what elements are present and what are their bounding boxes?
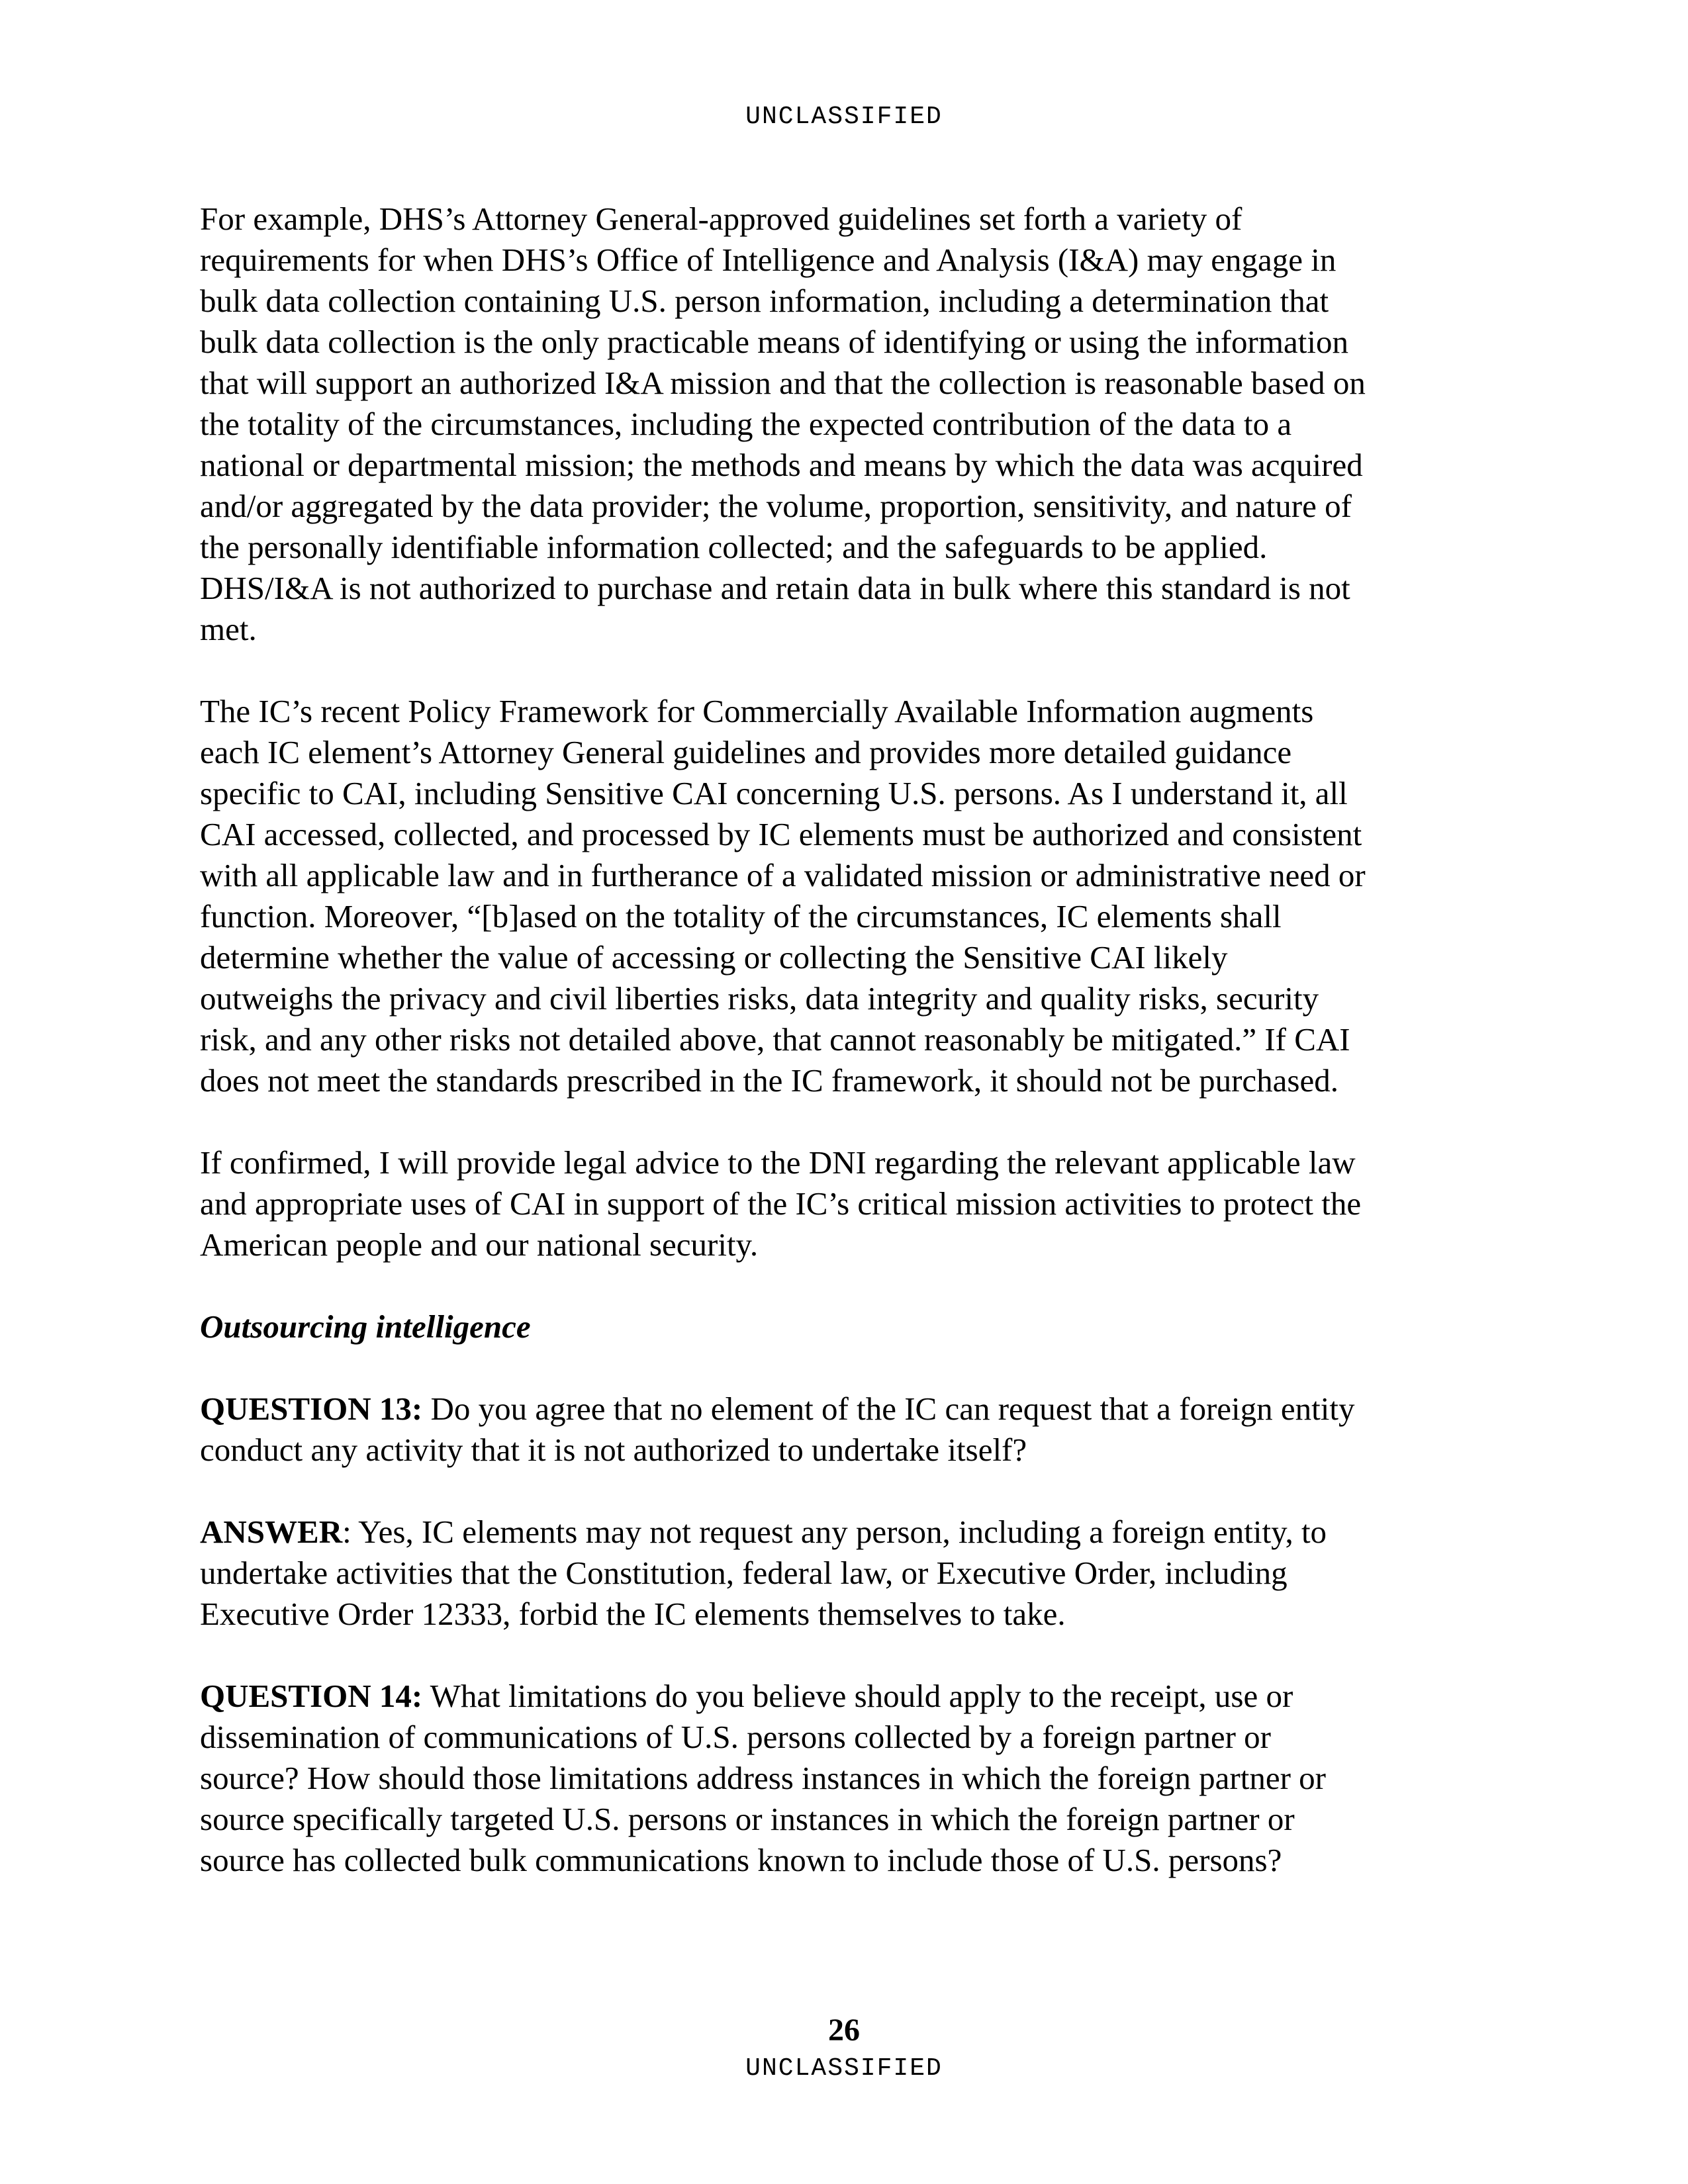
text-line: function. Moreover, “[b]ased on the totality of the circumstances, IC elements shall — [200, 898, 1282, 934]
text-line: If confirmed, I will provide legal advice to the DNI regarding the relevant applicable law — [200, 1144, 1356, 1181]
paragraph-gap — [200, 1265, 1524, 1306]
text-line: risk, and any other risks not detailed above, that cannot reasonably be mitigated.” If CAI — [200, 1021, 1350, 1058]
answer-label: ANSWER — [200, 1514, 343, 1550]
page-number: 26 — [828, 2013, 860, 2048]
answer-line: undertake activities that the Constitution, federal law, or Executive Order, including — [200, 1555, 1288, 1591]
text-line: national or departmental mission; the methods and means by which the data was acquired — [200, 447, 1363, 483]
text-line: does not meet the standards prescribed in the IC framework, it should not be purchased. — [200, 1062, 1338, 1099]
text-line: with all applicable law and in furtherance of a validated mission or administrative need or — [200, 857, 1366, 893]
text-line: and appropriate uses of CAI in support of the IC’s critical mission activities to protect the — [200, 1185, 1362, 1222]
section-heading-block — [200, 1306, 1524, 1347]
text-line: determine whether the value of accessing or collecting the Sensitive CAI likely — [200, 939, 1228, 976]
text-line: CAI accessed, collected, and processed by IC elements must be authorized and consistent — [200, 816, 1362, 852]
answer-13 — [200, 1512, 1524, 1635]
text-line: specific to CAI, including Sensitive CAI concerning U.S. persons. As I understand it, all — [200, 775, 1348, 811]
question-13 — [200, 1388, 1524, 1471]
text-line: bulk data collection containing U.S. person information, including a determination that — [200, 283, 1329, 319]
text-line: outweighs the privacy and civil liberties risks, data integrity and quality risks, security — [200, 980, 1319, 1017]
classification-footer: UNCLASSIFIED — [745, 2054, 943, 2083]
paragraph-gap — [200, 1471, 1524, 1512]
paragraph-legal-advice — [200, 1142, 1524, 1265]
text-line: and/or aggregated by the data provider; the volume, proportion, sensitivity, and nature of — [200, 488, 1352, 524]
question-text: Do you agree that no element of the IC can request that a foreign entity — [422, 1390, 1355, 1427]
paragraph-ic-framework — [200, 691, 1524, 1101]
answer-line — [200, 1512, 1524, 1553]
question-line — [200, 1388, 1524, 1430]
question-line: conduct any activity that it is not authorized to undertake itself? — [200, 1432, 1027, 1468]
paragraph-gap — [200, 1635, 1524, 1676]
text-line: The IC’s recent Policy Framework for Commercially Available Information augments — [200, 693, 1314, 729]
question-line: source? How should those limitations address instances in which the foreign partner or — [200, 1760, 1326, 1796]
document-body — [200, 199, 1524, 1881]
question-line: dissemination of communications of U.S. persons collected by a foreign partner or — [200, 1719, 1271, 1755]
question-label: QUESTION 13: — [200, 1390, 423, 1427]
answer-text: : Yes, IC elements may not request any person, including a foreign entity, to — [342, 1514, 1327, 1550]
paragraph-gap — [200, 650, 1524, 691]
question-line: source has collected bulk communications known to include those of U.S. persons? — [200, 1842, 1282, 1878]
paragraph-gap — [200, 1101, 1524, 1142]
question-line — [200, 1676, 1524, 1717]
text-line: that will support an authorized I&A mission and that the collection is reasonable based on — [200, 365, 1366, 401]
text-line: For example, DHS’s Attorney General-approved guidelines set forth a variety of — [200, 201, 1243, 237]
text-line: American people and our national security. — [200, 1226, 759, 1263]
text-line: each IC element’s Attorney General guidelines and provides more detailed guidance — [200, 734, 1292, 770]
answer-line: Executive Order 12333, forbid the IC elements themselves to take. — [200, 1596, 1066, 1632]
text-line: bulk data collection is the only practicable means of identifying or using the information — [200, 324, 1348, 360]
question-14 — [200, 1676, 1524, 1881]
text-line: DHS/I&A is not authorized to purchase and retain data in bulk where this standard is not — [200, 570, 1350, 606]
question-line: source specifically targeted U.S. persons or instances in which the foreign partner or — [200, 1801, 1295, 1837]
paragraph-dhs-guidelines — [200, 199, 1524, 650]
paragraph-gap — [200, 1347, 1524, 1388]
question-text: What limitations do you believe should apply to the receipt, use or — [422, 1678, 1293, 1714]
classification-header: UNCLASSIFIED — [745, 103, 943, 131]
text-line: the personally identifiable information collected; and the safeguards to be applied. — [200, 529, 1268, 565]
question-label: QUESTION 14: — [200, 1678, 423, 1714]
text-line: the totality of the circumstances, including the expected contribution of the data to a — [200, 406, 1292, 442]
text-line: met. — [200, 611, 257, 647]
section-heading: Outsourcing intelligence — [200, 1308, 531, 1345]
text-line: requirements for when DHS’s Office of Intelligence and Analysis (I&A) may engage in — [200, 242, 1336, 278]
